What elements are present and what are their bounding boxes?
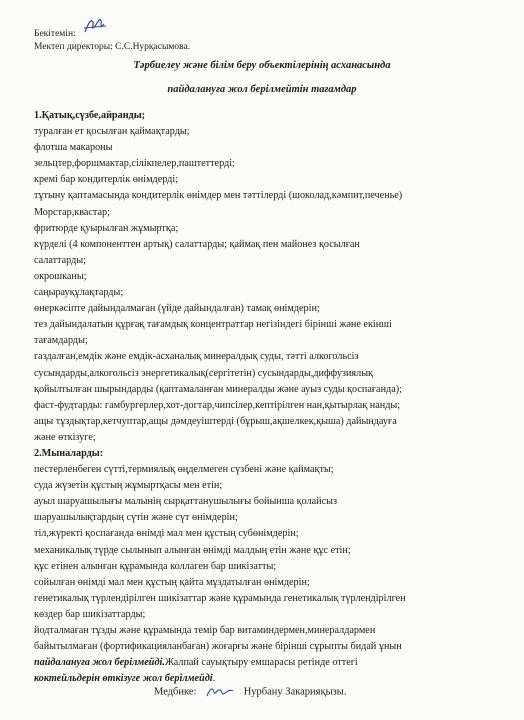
- nurse-signature: [205, 685, 235, 699]
- director-signature: [82, 14, 108, 36]
- section1-line: фаст-фудтарды: гамбургерлер,хот-догтар,чипсілер,кептірілген нан,қытырлақ нанды;: [34, 399, 401, 411]
- section1-line: туралған ет қосылған қаймақтарды;: [34, 126, 190, 138]
- section1-line: зельцтер,форшмактар,сілікпелер,паштеттерді;: [34, 158, 235, 170]
- section1-heading: 1.Қатық,сүзбе,айранды;: [34, 110, 146, 121]
- closing-text: Жалпай сауықтыру емшарасы ретінде оттегі: [164, 657, 358, 669]
- section2-line: пестерленбеген сүтті,термиялық өңделмеген сүзбені және қаймақты;: [34, 464, 334, 476]
- section1-line: күрделі (4 компоненттен артық) салаттарды; қаймақ пен майонез қосылған: [34, 238, 360, 250]
- section1-line: тез дайындалатын құрғақ тағамдық концентраттар негізіндегі бірінші және екінші: [34, 319, 392, 331]
- section1-line: тағамдарды;: [34, 335, 88, 347]
- section2-heading: 2.Мыналарды:: [34, 447, 104, 459]
- section1-line: [34, 108, 508, 124]
- title-line-2: пайдалануға жол берілмейтін тағамдар: [167, 84, 357, 95]
- section1-line: салаттарды;: [34, 254, 86, 266]
- document-body: [34, 108, 508, 687]
- nurse-name: Нурбану Закарияқызы.: [243, 686, 347, 698]
- section2-line: сойылған өнімді мал мен құстың қайта мұздатылған өнімдерін;: [34, 576, 310, 588]
- section1-line: тұтыну қаптамасында кондитерлік өнімдер мен тәттілерді (шоколад,кәмпит,печенье): [34, 190, 403, 202]
- section1-line: қойылтылған шырындарды (қаптамаланған минералды және ауыз суды қоспағанда);: [34, 383, 402, 395]
- director-line: Мектеп директоры: С.С.Нурқасымова.: [34, 42, 191, 52]
- section1-line: өнеркәсіпте дайындалмаған (үйде дайындалған) тамақ өнімдерін;: [34, 303, 320, 315]
- section2-line: байытылмаған (фортификацияланбаған) жоғарғы және бірінші сұрыпты бидай ұнын: [34, 641, 402, 653]
- section2-line: йодталмаған тұзды және құрамында темір бар витаминдермен,минералдармен: [34, 625, 376, 636]
- section2-line: суда жүзетін құстың жұмыртқасы мен етін;: [34, 480, 223, 492]
- nurse-signature-line: [154, 685, 347, 699]
- section2-line: құс етінен алынған құрамында коллаген бар шикізатты;: [34, 560, 277, 572]
- approved-label: Бекітемін:: [34, 29, 76, 39]
- section2-line: [34, 446, 508, 462]
- section1-line: фритюрде қуырылған жұмыртқа;: [34, 222, 179, 234]
- section1-line: Морстар,квастар;: [34, 206, 110, 218]
- section2-line: шаруашылықтардың сүтін және сүт өнімдерін;: [34, 512, 238, 524]
- section1-line: жәнe өткізуге;: [34, 431, 96, 443]
- section1-line: флотша макароны: [34, 142, 113, 154]
- closing-text: .: [212, 673, 216, 685]
- title-line-1: Тәрбиелеу және білім беру объектілерінің асханасында: [133, 60, 391, 71]
- prohibition-emphasis: пайдалануға жол берілмейді.: [34, 657, 165, 669]
- section2-line: тіл,жүректі қоспағанда өнімді мал мен құстың субөнімдерін;: [34, 528, 299, 540]
- section2-line: генетикалық түрлендірілген шикізаттар және құрамында генетикалық түрлендірілген: [34, 592, 406, 604]
- section1-line: газдалған,емдік және емдік-асханалық минералдық суды, тәтті алкогольсіз: [34, 351, 359, 363]
- section2-closing-line-1: [34, 655, 508, 671]
- section1-line: сусындарды,алкогольсіз энергетикалық(сергітетін) сусындарды,диффузиялық: [34, 367, 373, 379]
- approval-block: [34, 28, 190, 54]
- nurse-label: Медбике:: [154, 686, 197, 698]
- section1-line: ащы тұздықтар,кетчуптар,ащы дәмдеуіштерді (бұрыш,ақшелкек,қыша) дайындауға: [34, 415, 397, 427]
- section1-line: саңырауқұлақтарды;: [34, 287, 124, 299]
- section2-line: көздер бар шикізаттарды;: [34, 608, 146, 620]
- section1-line: окрошканы;: [34, 270, 87, 282]
- prohibition-emphasis: коктейльдерін өткізуге жол берілмейді: [34, 673, 213, 685]
- section2-line: ауыл шаруашылығы малынің сырқаттанушылығы бойынша қолайсыз: [34, 496, 338, 508]
- section2-line: механикалық түрде сылынып алынған өнімді малдың етін және құс етін;: [34, 544, 351, 556]
- section1-line: кремі бар кондитерлік өнімдерді;: [34, 174, 179, 186]
